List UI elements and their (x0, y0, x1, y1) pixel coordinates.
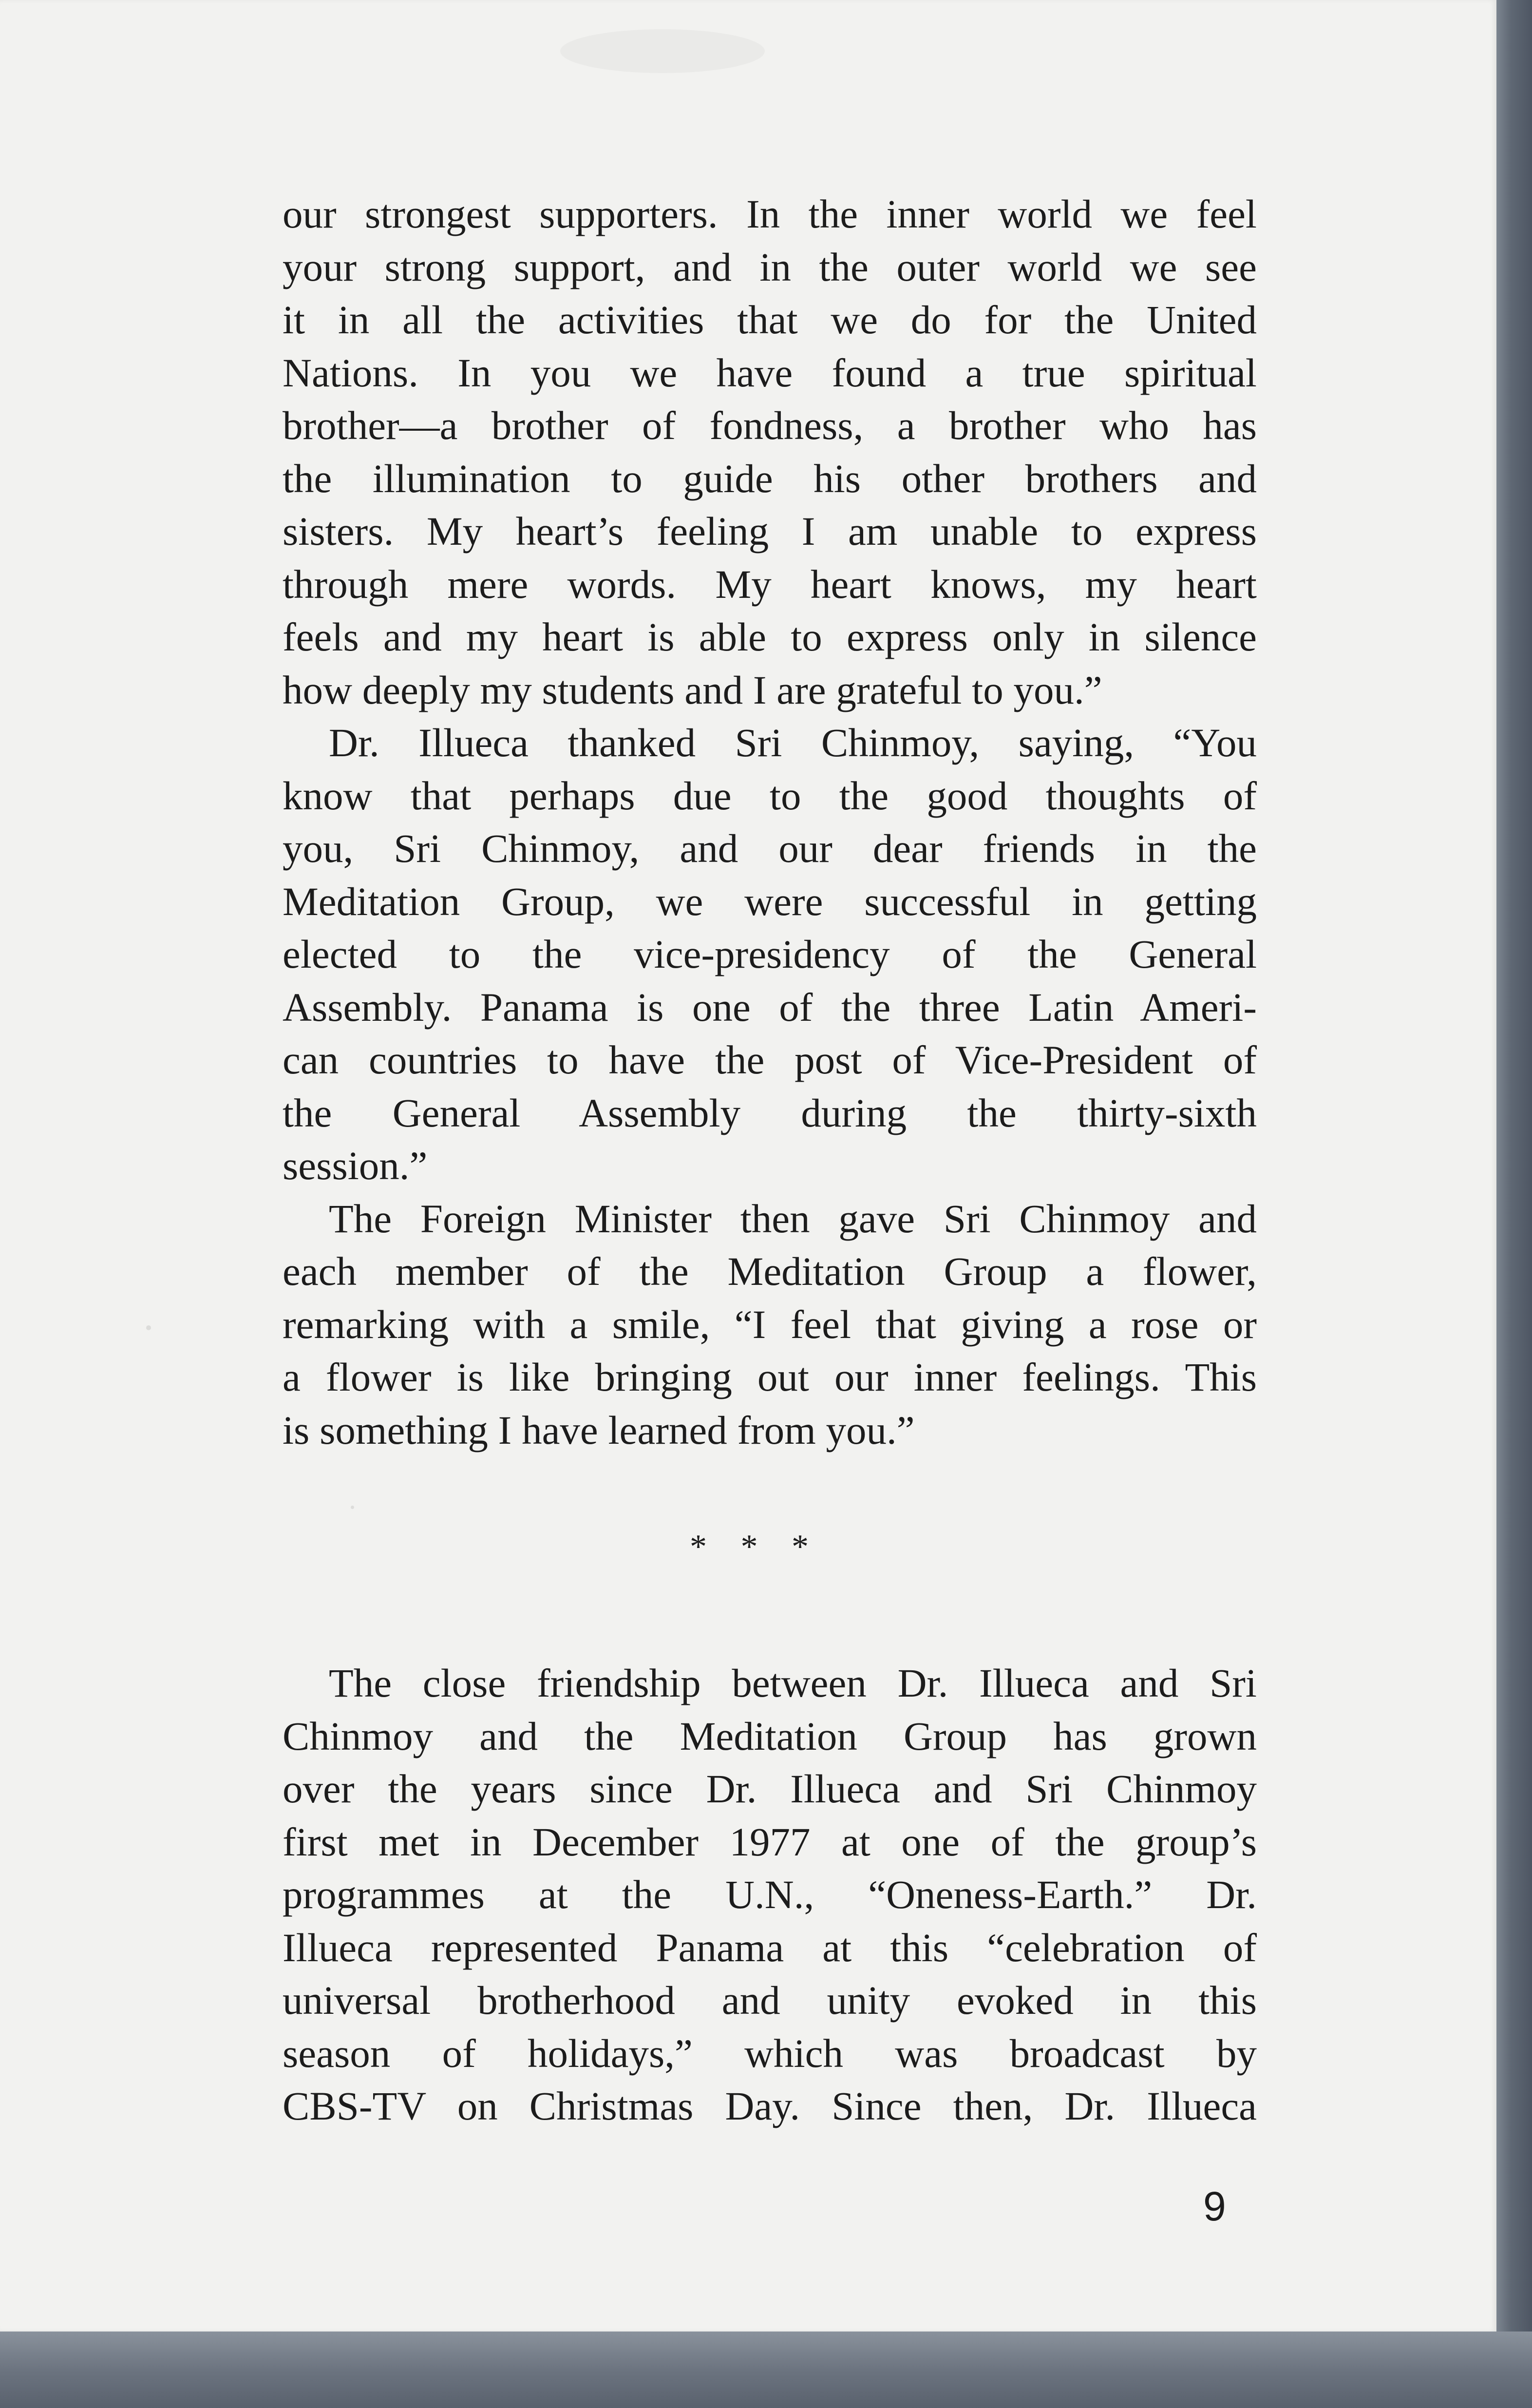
text-line: feels and my heart is able to express only in silence (283, 614, 1257, 659)
text-line: remarking with a smile, “I feel that giving a rose or (283, 1301, 1257, 1347)
text-line: Nations. In you we have found a true spiritual (283, 350, 1257, 395)
text-line: Illueca represented Panama at this “celebration of (283, 1925, 1257, 1970)
text-line: The close friendship between Dr. Illueca and Sri (329, 1661, 1257, 1705)
body-text-bottom (283, 1657, 1257, 2133)
text-line: elected to the vice-presidency of the General (283, 932, 1257, 976)
body-text-top (283, 188, 1257, 1456)
text-line: brother—a brother of fondness, a brother who has (283, 403, 1257, 448)
text-line: it in all the activities that we do for the United (283, 297, 1257, 342)
text-line: your strong support, and in the outer world we see (283, 244, 1257, 289)
page-number: 9 (1203, 2183, 1226, 2229)
paragraph-illueca-thanks (283, 716, 1257, 1192)
section-separator: * * * (690, 1528, 821, 1566)
text-line: sisters. My heart’s feeling I am unable to express (283, 509, 1257, 554)
text-line: over the years since Dr. Illueca and Sri Chinmoy (283, 1766, 1257, 1811)
paragraph-flower (283, 1192, 1257, 1457)
scan-speck (560, 29, 765, 73)
text-line: know that perhaps due to the good thoughts of (283, 773, 1257, 818)
text-line: the General Assembly during the thirty-sixth (283, 1090, 1257, 1135)
text-line: first met in December 1977 at one of the group’s (283, 1819, 1257, 1864)
text-line: our strongest supporters. In the inner world we feel (283, 191, 1257, 236)
text-line: The Foreign Minister then gave Sri Chinmoy and (329, 1196, 1257, 1241)
text-line: Chinmoy and the Meditation Group has grown (283, 1713, 1257, 1758)
text-line: session.” (283, 1143, 428, 1188)
text-line: programmes at the U.N., “Oneness-Earth.” Dr. (283, 1872, 1257, 1917)
text-line: is something I have learned from you.” (283, 1407, 915, 1452)
scan-border-bottom (0, 2332, 1532, 2408)
scan-border-right (1496, 0, 1532, 2408)
text-line: each member of the Meditation Group a flower, (283, 1249, 1257, 1294)
text-line: can countries to have the post of Vice-President of (283, 1037, 1257, 1082)
text-line: Assembly. Panama is one of the three Latin Ameri- (283, 984, 1257, 1030)
text-line: the illumination to guide his other brothers and (283, 456, 1257, 501)
text-line: you, Sri Chinmoy, and our dear friends in the (283, 826, 1257, 871)
scan-speck (146, 1325, 151, 1330)
text-line: a flower is like bringing out our inner feelings. This (283, 1355, 1257, 1399)
text-line: Meditation Group, we were successful in getting (283, 879, 1257, 924)
text-line: how deeply my students and I are grateful to you.” (283, 667, 1102, 712)
text-line: universal brotherhood and unity evoked in this (283, 1978, 1257, 2023)
text-line: CBS-TV on Christmas Day. Since then, Dr. Illueca (283, 2083, 1257, 2128)
paragraph-friendship (283, 1657, 1257, 2133)
text-line: through mere words. My heart knows, my heart (283, 561, 1257, 607)
scan-speck (351, 1506, 354, 1509)
paragraph-continued (283, 188, 1257, 716)
text-line: Dr. Illueca thanked Sri Chinmoy, saying, “You (329, 720, 1257, 765)
text-line: season of holidays,” which was broadcast by (283, 2030, 1257, 2076)
